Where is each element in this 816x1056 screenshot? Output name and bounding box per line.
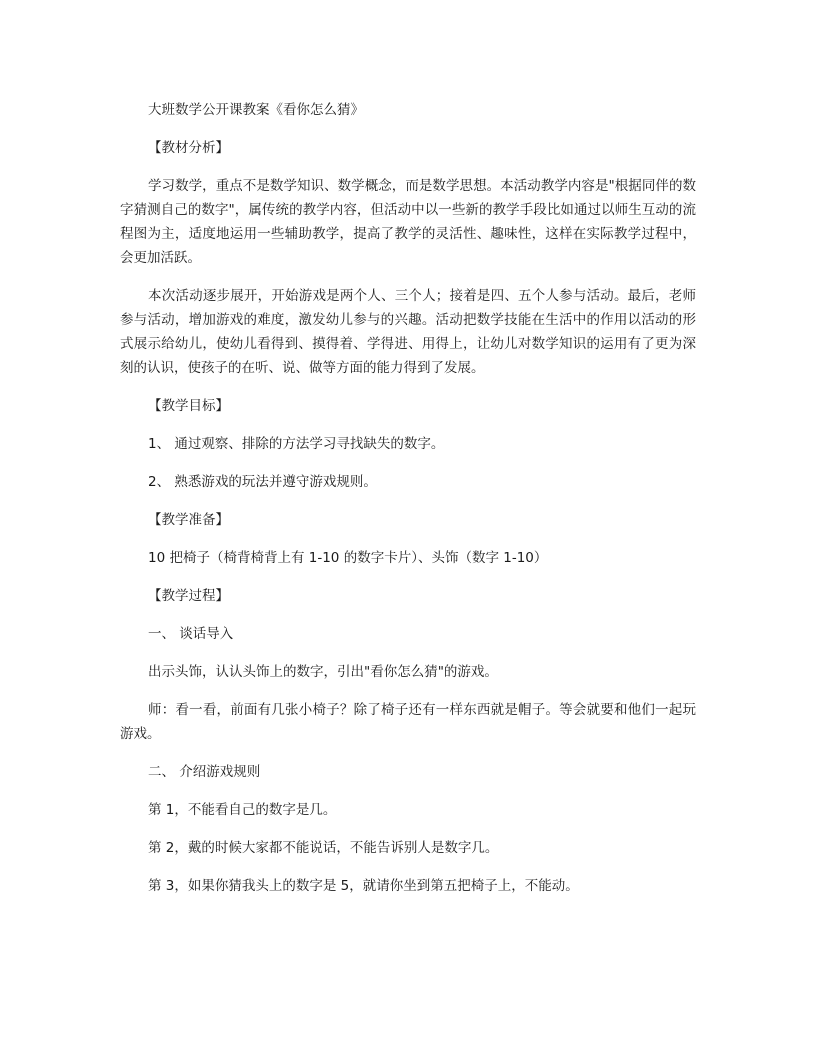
process-text-2: 师：看一看，前面有几张小椅子？除了椅子还有一样东西就是帽子。等会就要和他们一起玩游戏。 — [120, 702, 696, 742]
document-body — [120, 98, 696, 912]
rule-item-1: 第 1，不能看自己的数字是几。 — [148, 802, 337, 818]
section-heading-goals: 【教学目标】 — [148, 398, 229, 414]
process-text-1: 出示头饰，认认头饰上的数字，引出"看你怎么猜"的游戏。 — [148, 664, 498, 680]
preparation-text: 10 把椅子（椅背椅背上有 1-10 的数字卡片）、头饰（数字 1-10） — [148, 550, 548, 566]
process-step-2: 二、 介绍游戏规则 — [148, 764, 261, 780]
goal-item-2: 2、 熟悉游戏的玩法并遵守游戏规则。 — [148, 474, 377, 490]
analysis-paragraph-1: 学习数学，重点不是数学知识、数学概念，而是数学思想。本活动教学内容是"根据同伴的数字猜测自己的数字"，属传统的教学内容，但活动中以一些新的教学手段比如通过以师生互动的流程图为主，适度地运用一些辅助教学，提高了教学的灵活性、趣味性，这样在实际教学过程中，会更加活跃。 — [120, 178, 696, 266]
section-heading-preparation: 【教学准备】 — [148, 512, 229, 528]
analysis-paragraph-2: 本次活动逐步展开，开始游戏是两个人、三个人；接着是四、五个人参与活动。最后，老师参与活动，增加游戏的难度，激发幼儿参与的兴趣。活动把数学技能在生活中的作用以活动的形式展示给幼儿，使幼儿看得到、摸得着、学得进、用得上，让幼儿对数学知识的运用有了更为深刻的认识，使孩子的在听、说、做等方面的能力得到了发展。 — [120, 288, 696, 376]
rule-item-2: 第 2，戴的时候大家都不能说话，不能告诉别人是数字几。 — [148, 840, 499, 856]
section-heading-analysis: 【教材分析】 — [148, 140, 229, 156]
section-heading-process: 【教学过程】 — [148, 588, 229, 604]
process-step-1: 一、 谈话导入 — [148, 626, 234, 642]
goal-item-1: 1、 通过观察、排除的方法学习寻找缺失的数字。 — [148, 436, 445, 452]
document-title: 大班数学公开课教案《看你怎么猜》 — [148, 102, 364, 118]
rule-item-3: 第 3，如果你猜我头上的数字是 5，就请你坐到第五把椅子上，不能动。 — [148, 878, 579, 894]
